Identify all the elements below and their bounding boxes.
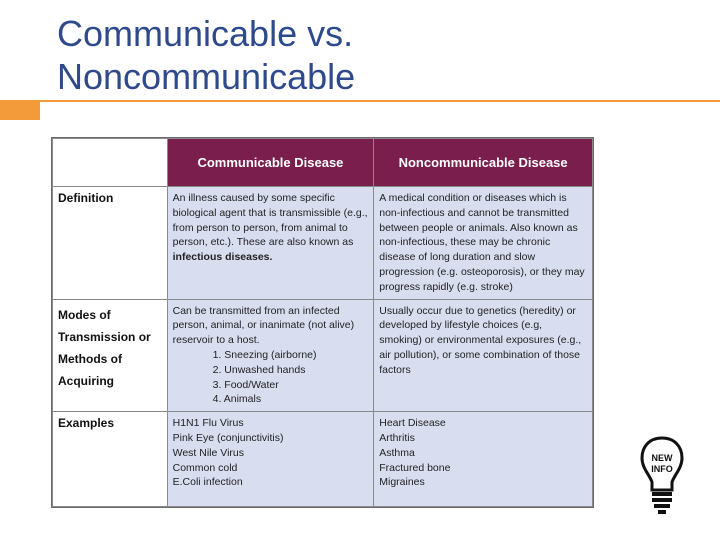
table-row-modes (53, 299, 593, 412)
bulb-base-ring (652, 492, 672, 496)
comparison-table (51, 137, 594, 508)
bulb-text-line-2: INFO (651, 464, 673, 474)
list-item: Arthritis (379, 431, 415, 444)
list-item: H1N1 Flu Virus (172, 417, 244, 430)
slide-title (57, 12, 355, 98)
table-header-row (53, 139, 593, 187)
list-item: 3. Food/Water (212, 378, 279, 391)
examples-noncommunicable (374, 412, 593, 507)
list-item: E.Coli infection (172, 476, 243, 489)
row-label-modes-line: Modes of (58, 307, 111, 322)
definition-communicable-bold: infectious diseases. (172, 251, 273, 264)
list-item: Heart Disease (379, 417, 446, 430)
examples-communicable (167, 412, 374, 507)
header-communicable: Communicable Disease (167, 139, 374, 187)
list-item: Fractured bone (379, 461, 451, 474)
row-label-modes-line: Methods of (58, 351, 122, 366)
bulb-base-tip (658, 510, 666, 514)
slide-title-line-1: Communicable vs. (57, 13, 354, 54)
row-label-modes-line: Transmission or (58, 329, 151, 344)
modes-communicable (167, 299, 374, 412)
list-item: 4. Animals (212, 393, 262, 406)
accent-block (0, 100, 40, 120)
row-label-modes-line: Acquiring (58, 373, 114, 388)
modes-communicable-text: Can be transmitted from an infected person, animal, or inanimate (not alive) reservoir to a host. (172, 304, 355, 347)
list-item: Common cold (172, 461, 238, 474)
list-item: Pink Eye (conjunctivitis) (172, 431, 284, 444)
row-label-modes (53, 299, 168, 412)
modes-noncommunicable: Usually occur due to genetics (heredity) or developed by lifestyle choices (e.g, smoking) or environmental exposures (e.g., air pollution), or some combination of those factors (374, 299, 593, 412)
list-item: 1. Sneezing (airborne) (212, 348, 317, 361)
bulb-base-ring (654, 504, 670, 508)
definition-communicable (167, 187, 374, 300)
list-item: Migraines (379, 476, 425, 489)
bulb-text-line-1: NEW (651, 453, 673, 463)
list-item: West Nile Virus (172, 446, 245, 459)
bulb-base-ring (652, 498, 672, 502)
slide-title-line-2: Noncommunicable (57, 56, 356, 97)
list-item: Asthma (379, 446, 415, 459)
table-row-examples (53, 412, 593, 507)
list-item: 2. Unwashed hands (212, 363, 306, 376)
accent-rule (40, 100, 720, 102)
table-row-definition (53, 187, 593, 300)
definition-communicable-text: An illness caused by some specific biological agent that is transmissible (e.g., from person to person, from animal to person, etc.). These are also known as (172, 192, 368, 249)
header-empty (53, 139, 168, 187)
row-label-examples: Examples (53, 412, 168, 507)
header-noncommunicable: Noncommunicable Disease (374, 139, 593, 187)
definition-noncommunicable: A medical condition or diseases which is non-infectious and cannot be transmitted between people or animals. Also known as non-infectious, these may be chronic disease of long duration and slow progression (e.g. osteoporosis), or they may progress rapidly (e.g. stroke) (374, 187, 593, 300)
lightbulb-icon (640, 436, 684, 516)
row-label-definition: Definition (53, 187, 168, 300)
